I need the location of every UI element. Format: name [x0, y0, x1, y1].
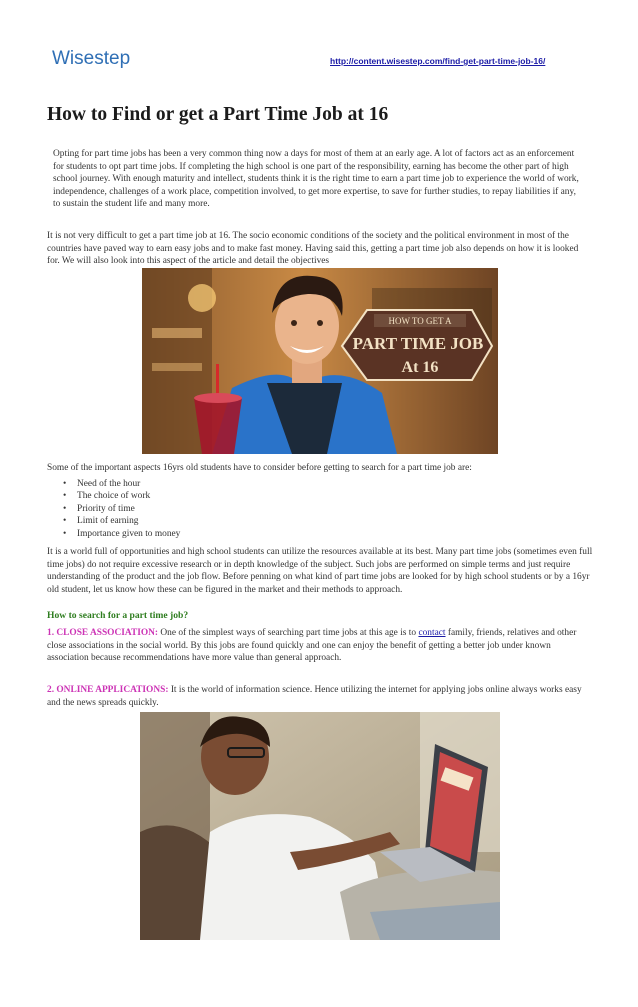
man-with-laptop-image: [140, 712, 500, 940]
list-item: • Importance given to money: [63, 528, 180, 540]
contact-link[interactable]: contact: [418, 628, 446, 638]
paragraph-opportunities: It is a world full of opportunities and high school students can utilize the resources available at its best. Many part time jobs (sometimes even full time jobs) do not require excessive research or in depth knowledge of the subject. Such jobs are performed on simple terms and just require understanding of the product and the job flow. Before penning on what kind of part time jobs are looked for by high school students or by a 16yr old student, let us know how these can be figured in the market and their methods to approach.: [47, 547, 593, 595]
aspects-list: [63, 478, 180, 540]
search-heading: How to search for a part time job?: [47, 610, 189, 621]
article-title: How to Find or get a Part Time Job at 16: [47, 104, 389, 125]
close-association-text-after: family, friends, relatives and other close associations in the social world. By this jobs are found quickly and one can enjoy the benefit of getting a better job under known association because recommendations have more value than general approach.: [47, 628, 577, 664]
part-time-job-hero-image: [142, 268, 498, 454]
list-item: • The choice of work: [63, 490, 180, 502]
page-header: [52, 48, 612, 72]
intro-paragraph: Opting for part time jobs has been a very common thing now a days for most of them at an early age. A lot of factors act as an enforcement for students to opt part time jobs. If completing the high school is one part of the responsibility, earning has become the other part of high school journey. With enough maturity and intellect, students think it is the right time to earn a part time job to experience the world of work, independence, challenges of a work place, competition involved, to get more expertise, to save for further studies, to repay liabilities if any, to sustain the student life and many more.: [53, 149, 579, 210]
paragraph-difficulty: It is not very difficult to get a part time job at 16. The socio economic conditions of the society and the political environment in most of the countries have paved way to earn easy jobs and to make fast money. Having said this, getting a part time job also depends on how it is looked for. We will also look into this aspect of the article and detail the objectives: [47, 231, 579, 267]
badge-bottom-text: At 16: [401, 359, 439, 376]
close-association-text-before: One of the simplest ways of searching part time jobs at this age is to: [158, 628, 419, 638]
online-applications-text: It is the world of information science. Hence utilizing the internet for applying jobs online always works easy and the news spreads quickly.: [47, 685, 582, 708]
list-item: • Priority of time: [63, 503, 180, 515]
source-url-link[interactable]: http://content.wisestep.com/find-get-part-time-job-16/: [330, 56, 546, 66]
online-applications-label: 2. ONLINE APPLICATIONS:: [47, 685, 169, 695]
drink-cup: [194, 398, 242, 454]
badge-main-text: PART TIME JOB: [352, 334, 484, 353]
aspects-lead-text: Some of the important aspects 16yrs old students have to consider before getting to search for a part time job are:: [47, 463, 472, 473]
section-online-applications: [47, 684, 593, 709]
list-item: • Limit of earning: [63, 515, 180, 527]
close-association-label: 1. CLOSE ASSOCIATION:: [47, 628, 159, 638]
section-close-association: [47, 627, 593, 665]
brand-logo: Wisestep: [52, 48, 131, 69]
badge-top-text: HOW TO GET A: [388, 316, 452, 326]
list-item: • Need of the hour: [63, 478, 180, 490]
part-time-job-badge: [342, 310, 492, 380]
